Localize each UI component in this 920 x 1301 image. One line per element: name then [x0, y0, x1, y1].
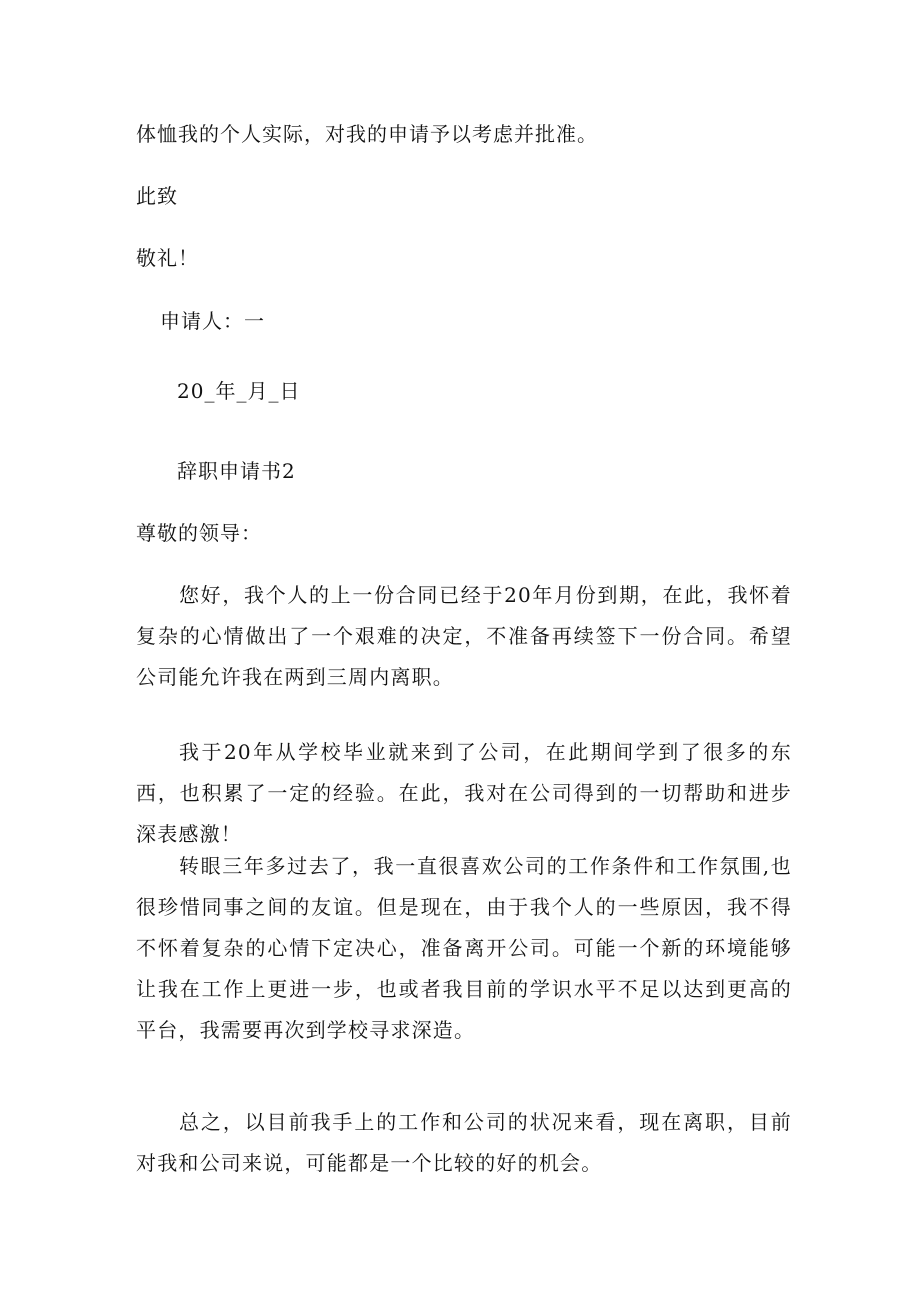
closing-jingli: 敬礼！ [136, 246, 199, 270]
letter-continuation-line: 体恤我的个人实际，对我的申请予以考虑并批准。 [136, 122, 598, 146]
closing-cizhi: 此致 [136, 184, 178, 208]
letter-title: 辞职申请书2 [177, 459, 296, 483]
body-paragraph: 您好，我个人的上一份合同已经于20年月份到期，在此，我怀着复杂的心情做出了一个艰难的决定，不准备再续签下一份合同。希望公司能允许我在两到三周内离职。 [136, 583, 792, 689]
date-line: 20_年_月_日 [177, 379, 301, 403]
body-paragraph: 转眼三年多过去了，我一直很喜欢公司的工作条件和工作氛围,也很珍惜同事之间的友谊。但是现在，由于我个人的一些原因，我不得不怀着复杂的心情下定决心，准备离开公司。可能一个新的环境能够让我在工作上更进一步，也或者我目前的学识水平不足以达到更高的平台，我需要再次到学校寻求深造。 [136, 854, 792, 1042]
body-paragraph: 总之，以目前我手上的工作和公司的状况来看，现在离职，目前对我和公司来说，可能都是一个比较的好的机会。 [136, 1110, 792, 1175]
body-paragraph: 我于20年从学校毕业就来到了公司，在此期间学到了很多的东西，也积累了一定的经验。在此，我对在公司得到的一切帮助和进步深表感激！ [136, 740, 792, 846]
salutation: 尊敬的领导： [136, 521, 262, 545]
signature-line: 申请人：一 [160, 309, 265, 333]
